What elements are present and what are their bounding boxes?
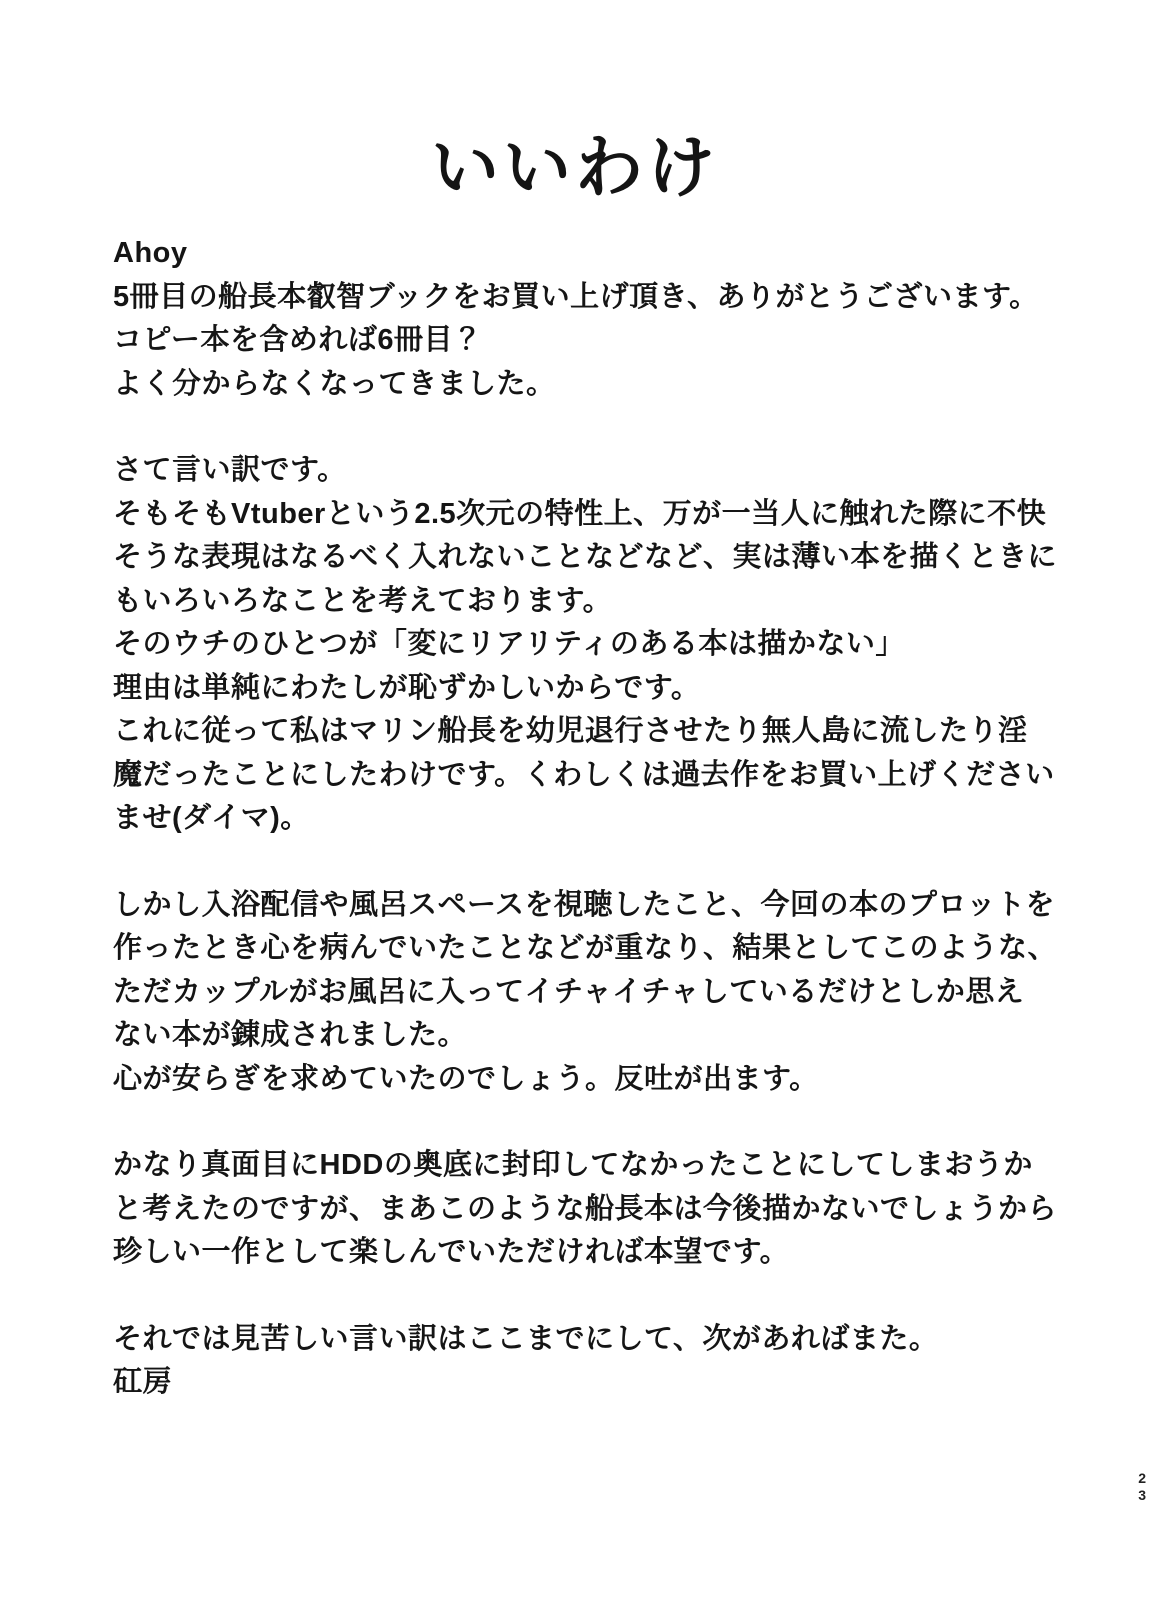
text-line: 作ったとき心を病んでいたことなどが重なり、結果としてこのような、: [113, 932, 1058, 964]
page-number-digit: 2: [1138, 1470, 1146, 1486]
text-line: 理由は単純にわたしが恥ずかしいからです。: [113, 671, 701, 704]
paragraph-greeting: [113, 232, 1055, 406]
text-line: それでは見苦しい言い訳はここまでにして、次があればまた。: [113, 1322, 939, 1355]
text-line: コピー本を含めれば6冊目？: [113, 324, 483, 356]
text-line: かなり真面目にHDDの奥底に封印してなかったことにしてしまおうか: [113, 1149, 1033, 1181]
text-line: ない本が錬成されました。: [113, 1019, 468, 1051]
text-line: ませ(ダイマ)。: [113, 802, 310, 834]
paragraph-signoff: [113, 1318, 1055, 1405]
text-line: と考えたのですが、まあこのような船長本は今後描かないでしょうから: [113, 1192, 1058, 1225]
text-line: これに従って私はマリン船長を幼児退行させたり無人島に流したり淫: [113, 715, 1028, 747]
page-number: [1138, 1470, 1146, 1504]
text-line: 心が安らぎを求めていたのでしょう。反吐が出ます。: [113, 1062, 819, 1095]
author-signature: 矼房: [113, 1366, 173, 1398]
text-line: Ahoy: [113, 237, 188, 269]
text-line: 魔だったことにしたわけです。くわしくは過去作をお買い上げください: [113, 758, 1055, 791]
text-line: よく分からなくなってきました。: [113, 367, 556, 400]
text-line: もいろいろなことを考えております。: [113, 584, 613, 617]
text-line: しかし入浴配信や風呂スペースを視聴したこと、今回の本のプロットを: [113, 888, 1055, 921]
text-line: そのウチのひとつが「変にリアリティのある本は描かない」: [113, 628, 905, 660]
text-line: 5冊目の船長本叡智ブックをお買い上げ頂き、ありがとうございます。: [113, 280, 1039, 313]
paragraph-this-book: [113, 884, 1058, 1102]
page-title: いいわけ: [430, 130, 719, 206]
page-number-digit: 3: [1138, 1487, 1146, 1503]
text-line: ただカップルがお風呂に入ってイチャイチャしているだけとしか思え: [113, 975, 1025, 1008]
paragraph-hdd: [113, 1144, 1058, 1275]
text-line: そもそもVtuberという2.5次元の特性上、万が一当人に触れた際に不快: [113, 497, 1047, 530]
text-line: そうな表現はなるべく入れないことなどなど、実は薄い本を描くときに: [113, 541, 1058, 573]
text-line: 珍しい一作として楽しんでいただければ本望です。: [113, 1236, 790, 1268]
afterword-text: [0, 232, 1150, 1405]
paragraph-excuse: [113, 449, 1058, 841]
text-line: さて言い訳です。: [113, 454, 347, 486]
